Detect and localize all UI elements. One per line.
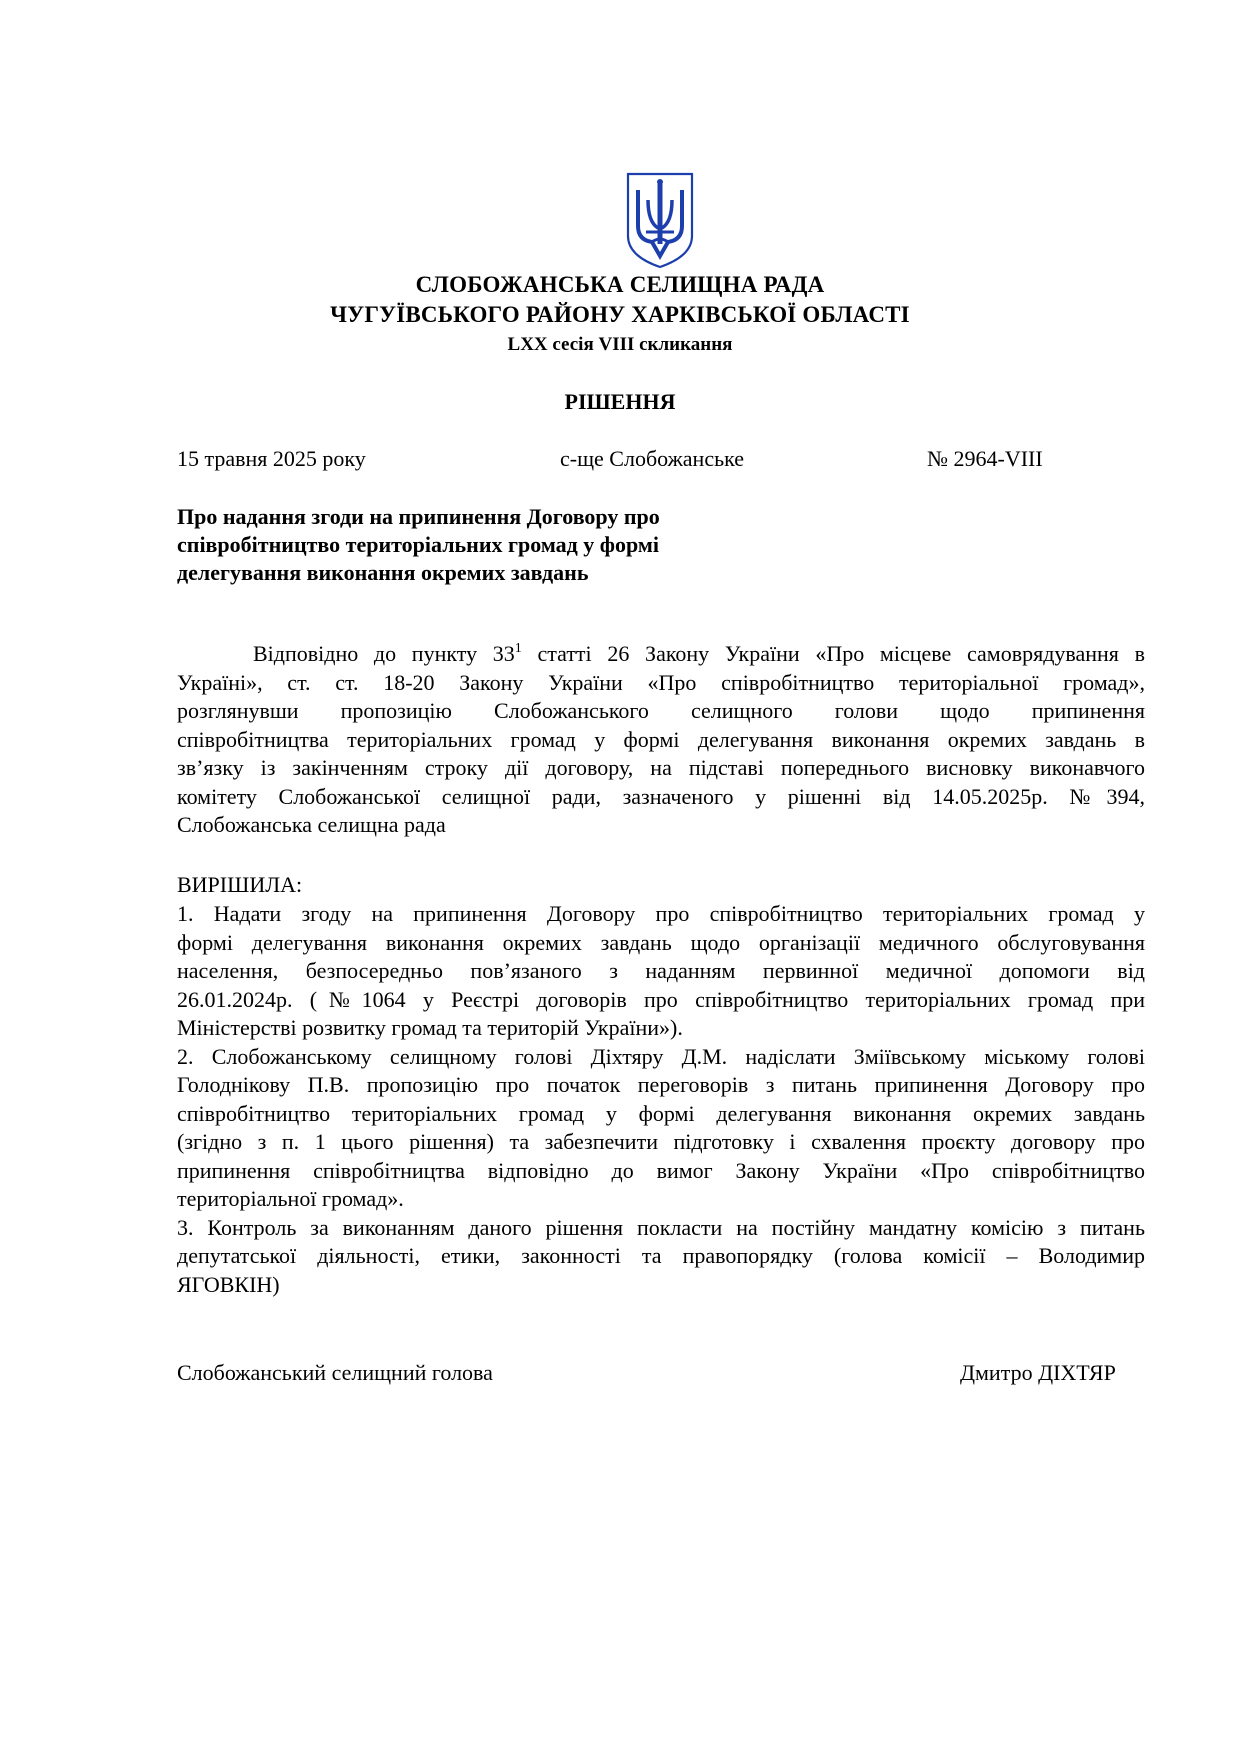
district-name: ЧУГУЇВСЬКОГО РАЙОНУ ХАРКІВСЬКОЇ ОБЛАСТІ [330,302,910,327]
item-3-line: ЯГОВКІН) [177,1271,280,1297]
item-1-line: формі делегування виконання окремих завдань щодо організації медичного обслуговування [177,929,1145,955]
signatory-name: Дмитро ДІХТЯР [960,1360,1116,1385]
document-type: РІШЕННЯ [564,389,676,414]
item-2-line: (згідно з п. 1 цього рішення) та забезпечити підготовку і схвалення проєкту договору про [177,1129,1145,1154]
item-2-line: припинення співробітництва відповідно до вимог Закону України «Про співробітництво [177,1157,1145,1183]
signatory-title: Слобожанський селищний голова [177,1360,493,1385]
council-name: СЛОБОЖАНСЬКА СЕЛИЩНА РАДА [415,272,825,297]
preamble-line: Відповідно до пункту $33^1$ статті 26 Закону України «Про місцеве самоврядування в [253,641,1146,666]
decision-items [177,900,1145,1299]
decision-subject: Про надання згоди на припинення Договору про співробітництво територіальних громад у формі делегування виконання окремих завдань [177,504,660,585]
item-1-line: населення, безпосередньо пов’язаного з наданням первинної медичної допомоги від [177,958,1145,983]
preamble-line: розглянувши пропозицію Слобожанського селищного голови щодо припинення [177,698,1145,723]
preamble-line: Слобожанська селищна рада [177,812,446,837]
item-1-line: 26.01.2024р. (№1064 у Реєстрі договорів про співробітництво територіальних громад при [177,986,1145,1012]
decided-label: ВИРІШИЛА: [177,872,303,897]
item-2-line: територіальної громад». [177,1186,404,1211]
decision-number: № 2964-VIII [927,446,1043,471]
preamble-line: комітету Слобожанської селищної ради, зазначеного у рішенні від 14.05.2025р. №394, [177,783,1145,809]
item-2-line: співробітництво територіальних громад у формі делегування виконання окремих завдань [177,1100,1145,1126]
item-2-line: 2. Слобожанському селищному голові Діхтяру Д.М. надіслати Зміївському міському голові [177,1043,1145,1069]
session-info: LXX сесія VIII скликання [507,334,733,355]
decision-place: с-ще Слобожанське [560,446,745,471]
preamble-line: Україні», ст. ст. 18-20 Закону України «Про співробітництво територіальної громад», [177,669,1145,695]
item-3-line: депутатської діяльності, етики, законності та правопорядку (голова комісії – Володимир [177,1243,1145,1268]
footnote-superscript: 1 [514,641,522,656]
item-1-line: Міністерстві розвитку громад та територій України»). [177,1015,683,1040]
item-1-line: 1. Надати згоду на припинення Договору про співробітництво територіальних громад у [177,901,1145,926]
preamble-line: зв’язку із закінченням строку дії договору, на підставі попереднього висновку виконавчого [177,755,1145,780]
decision-date: 15 травня 2025 року [177,446,366,471]
item-3-line: 3. Контроль за виконанням даного рішення покласти на постійну мандатну комісію з питань [177,1214,1145,1240]
item-2-line: Голоднікову П.В. пропозицію про початок переговорів з питань припинення Договору про [177,1072,1145,1097]
preamble [177,640,1145,840]
preamble-line: співробітництва територіальних громад у формі делегування виконання окремих завдань в [177,726,1145,752]
coat-of-arms-icon [624,170,696,270]
